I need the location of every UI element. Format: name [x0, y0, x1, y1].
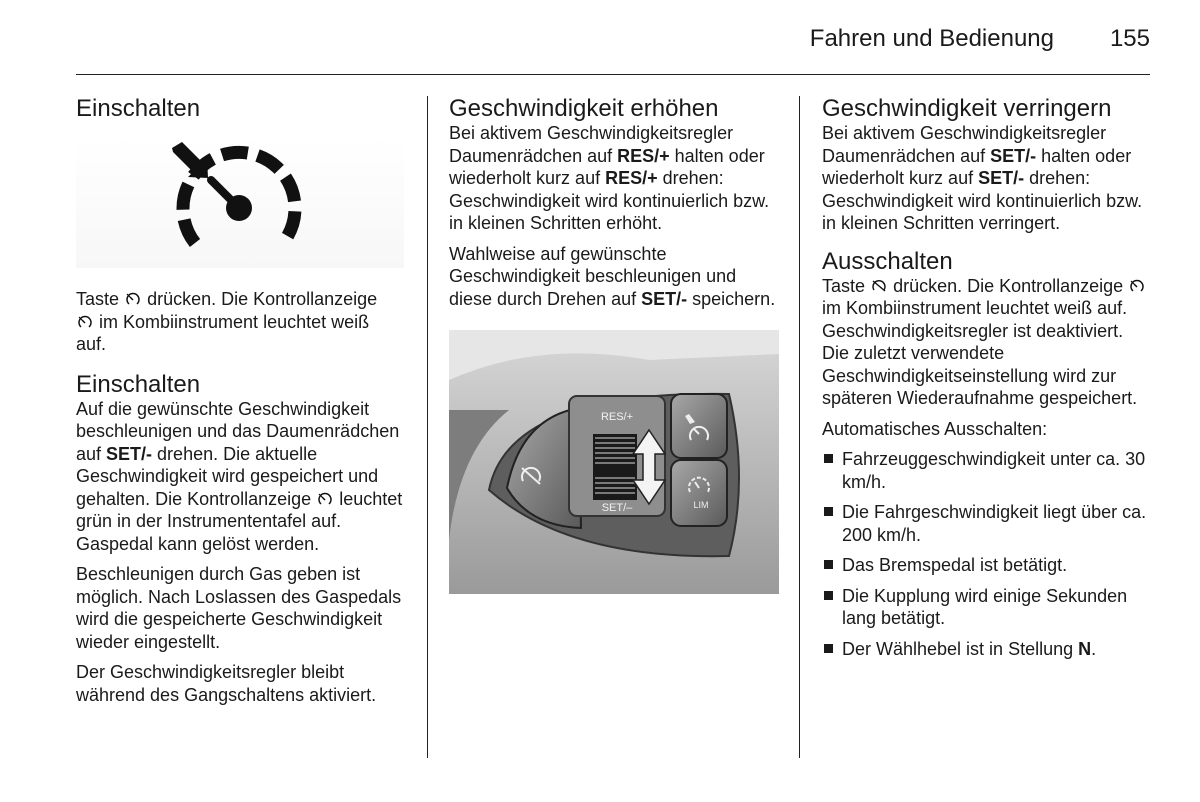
- thumbwheel: [593, 434, 637, 500]
- section-heading: Einschalten: [76, 370, 201, 398]
- paragraph: Der Geschwindigkeitsregler bleibt während des Gangschaltens aktiviert.: [76, 662, 377, 705]
- header-rule: [76, 74, 1150, 75]
- cruise-control-figure: [76, 136, 404, 268]
- paragraph: Wahlweise auf gewünschte Geschwindigkeit beschleunigen und diese durch Drehen auf SET/- speichern.: [449, 243, 776, 309]
- steering-wheel-figure: [449, 330, 779, 594]
- list-item: Der Wählhebel ist in Stellung N.: [822, 638, 1154, 661]
- column-2: [449, 96, 781, 594]
- cruise-control-icon: [1130, 279, 1144, 293]
- column-divider-1: [427, 96, 428, 758]
- paragraph: Beschleunigen durch Gas geben ist möglich. Nach Loslassen des Gaspedals wird die gespeicherte Geschwindigkeit wieder eingestellt.: [76, 564, 402, 652]
- res-label: RES/+: [600, 411, 634, 423]
- auto-off-list: [822, 448, 1154, 660]
- list-item: Die Kupplung wird einige Sekunden lang betätigt.: [822, 585, 1154, 630]
- cruise-control-icon: [78, 315, 92, 329]
- list-item: Die Fahrgeschwindigkeit liegt über ca. 200 km/h.: [822, 501, 1154, 546]
- section-heading: Geschwindigkeit verringern: [822, 95, 1112, 122]
- column-1: [76, 96, 408, 706]
- paragraph: Taste drücken. Die Kontrollanzeige im Kombiinstrument leuchtet weiß auf.: [76, 289, 378, 354]
- cruise-control-icon: [318, 492, 332, 506]
- section-heading: Geschwindigkeit erhöhen: [449, 95, 719, 122]
- chapter-title: Fahren und Bedienung: [809, 25, 1054, 52]
- speedometer-icon: [76, 136, 404, 268]
- cruise-control-icon: [126, 292, 140, 306]
- paragraph: Taste drücken. Die Kontrollanzeige im Kombiinstrument leuchtet weiß auf. Geschwindigkeitsregler ist deaktiviert. Die zuletzt verwendete Geschwindigkeitseinstellung wird zur späteren Wiederaufnahme gespeichert.: [822, 275, 1154, 410]
- section-heading: Ausschalten: [822, 247, 953, 275]
- page-header: [76, 24, 1150, 54]
- speed-limiter-button: [671, 460, 727, 526]
- page-number: 155: [1109, 25, 1150, 52]
- paragraph: Bei aktivem Geschwindigkeitsregler Daumenrädchen auf SET/- halten oder wiederholt kurz auf SET/- drehen: Geschwindigkeit wird kontinuierlich bzw. in kleinen Schritten verringert.: [822, 123, 1143, 233]
- column-divider-2: [799, 96, 800, 758]
- paragraph: Automatisches Ausschalten:: [822, 418, 1048, 439]
- list-item: Das Bremspedal ist betätigt.: [822, 554, 1154, 577]
- column-3: [822, 96, 1154, 660]
- set-label: SET/–: [601, 502, 633, 514]
- paragraph: Bei aktivem Geschwindigkeitsregler Daumenrädchen auf RES/+ halten oder wiederholt kurz auf RES/+ drehen: Geschwindigkeit wird kontinuierlich bzw. in kleinen Schritten erhöht.: [449, 123, 770, 233]
- list-item: Fahrzeuggeschwindigkeit unter ca. 30 km/h.: [822, 448, 1154, 493]
- section-heading: Einschalten: [76, 95, 201, 122]
- lim-label: LIM: [693, 500, 709, 510]
- paragraph: Auf die gewünschte Geschwindigkeit beschleunigen und das Daumenrädchen auf SET/- drehen. Die aktuelle Geschwindigkeit wird gespeichert und gehalten. Die Kontrollanzeige leuchtet grün in der Instrumententafel auf. Gaspedal kann gelöst werden.: [76, 398, 403, 554]
- cruise-off-icon: [872, 279, 886, 293]
